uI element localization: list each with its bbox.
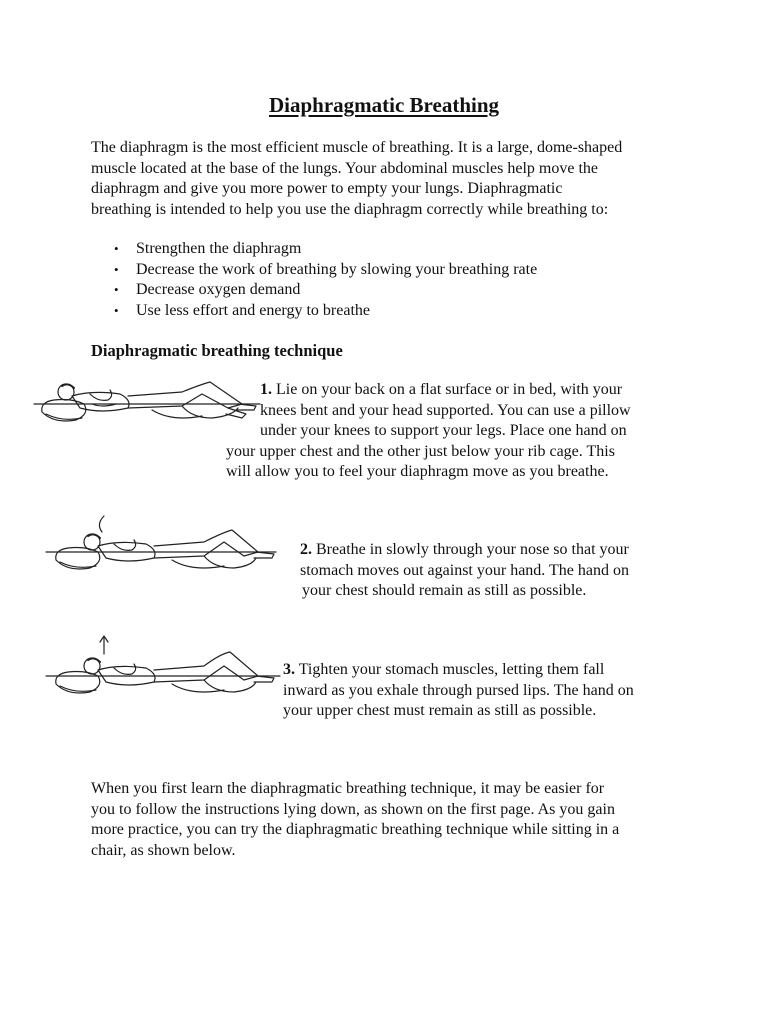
closing-line: you to follow the instructions lying down, as shown on the first page. As you gain	[91, 800, 615, 818]
reclining-person-exhale-illustration	[44, 632, 282, 702]
step-text: your upper chest must remain as still as possible.	[283, 702, 597, 720]
list-item-text: Decrease oxygen demand	[136, 281, 301, 298]
intro-line: muscle located at the base of the lungs. Your abdominal muscles help move the	[91, 159, 598, 177]
step-1	[0, 380, 631, 483]
closing-line: When you first learn the diaphragmatic breathing technique, it may be easier for	[91, 780, 605, 797]
bullet-icon: •	[114, 241, 119, 256]
step-text: Lie on your back on a flat surface or in bed, with your	[276, 381, 623, 398]
step-3	[283, 660, 634, 722]
step-number: 2.	[300, 541, 312, 558]
benefits-list	[91, 239, 691, 321]
reclining-person-inhale-illustration	[44, 512, 280, 582]
step-text: inward as you exhale through pursed lips. The hand on	[283, 681, 634, 699]
step-text: your chest should remain as still as possible.	[302, 582, 587, 600]
step-text: Tighten your stomach muscles, letting them fall	[298, 661, 605, 678]
step-text: will allow you to feel your diaphragm move as you breathe.	[226, 463, 609, 481]
step-text: Breathe in slowly through your nose so that your	[316, 541, 629, 558]
closing-paragraph	[91, 779, 701, 862]
list-item	[91, 260, 691, 281]
list-item-text: Use less effort and energy to breathe	[136, 301, 370, 319]
bullet-icon: •	[114, 261, 119, 277]
step-2	[300, 540, 629, 602]
intro-line: The diaphragm is the most efficient muscle of breathing. It is a large, dome-shaped	[91, 139, 623, 156]
technique-heading: Diaphragmatic breathing technique	[91, 341, 343, 360]
closing-line: more practice, you can try the diaphragmatic breathing technique while sitting in a	[91, 821, 620, 839]
list-item	[91, 301, 691, 322]
intro-paragraph	[91, 138, 691, 220]
list-item-text: Decrease the work of breathing by slowing your breathing rate	[136, 260, 538, 278]
list-item	[91, 280, 691, 301]
closing-line: chair, as shown below.	[91, 842, 236, 860]
step-text: under your knees to support your legs. Place one hand on	[260, 422, 627, 440]
list-item-text: Strengthen the diaphragm	[136, 240, 302, 257]
head-pillow	[56, 548, 100, 570]
inhale-airflow-icon	[99, 516, 104, 532]
intro-line: breathing is intended to help you use the diaphragm correctly while breathing to:	[91, 200, 609, 218]
list-item	[91, 239, 691, 260]
bullet-icon: •	[114, 282, 119, 297]
intro-line: diaphragm and give you more power to empty your lungs. Diaphragmatic	[91, 180, 563, 197]
step-number: 3.	[283, 661, 295, 678]
step-number: 1.	[260, 381, 272, 398]
step-text: stomach moves out against your hand. The hand on	[300, 561, 629, 579]
step-text: your upper chest and the other just below your rib cage. This	[226, 442, 615, 460]
bullet-icon: •	[114, 302, 119, 318]
step-text: knees bent and your head supported. You can use a pillow	[260, 401, 631, 419]
page-title: Diaphragmatic Breathing	[268, 93, 500, 117]
head-pillow	[56, 672, 100, 694]
